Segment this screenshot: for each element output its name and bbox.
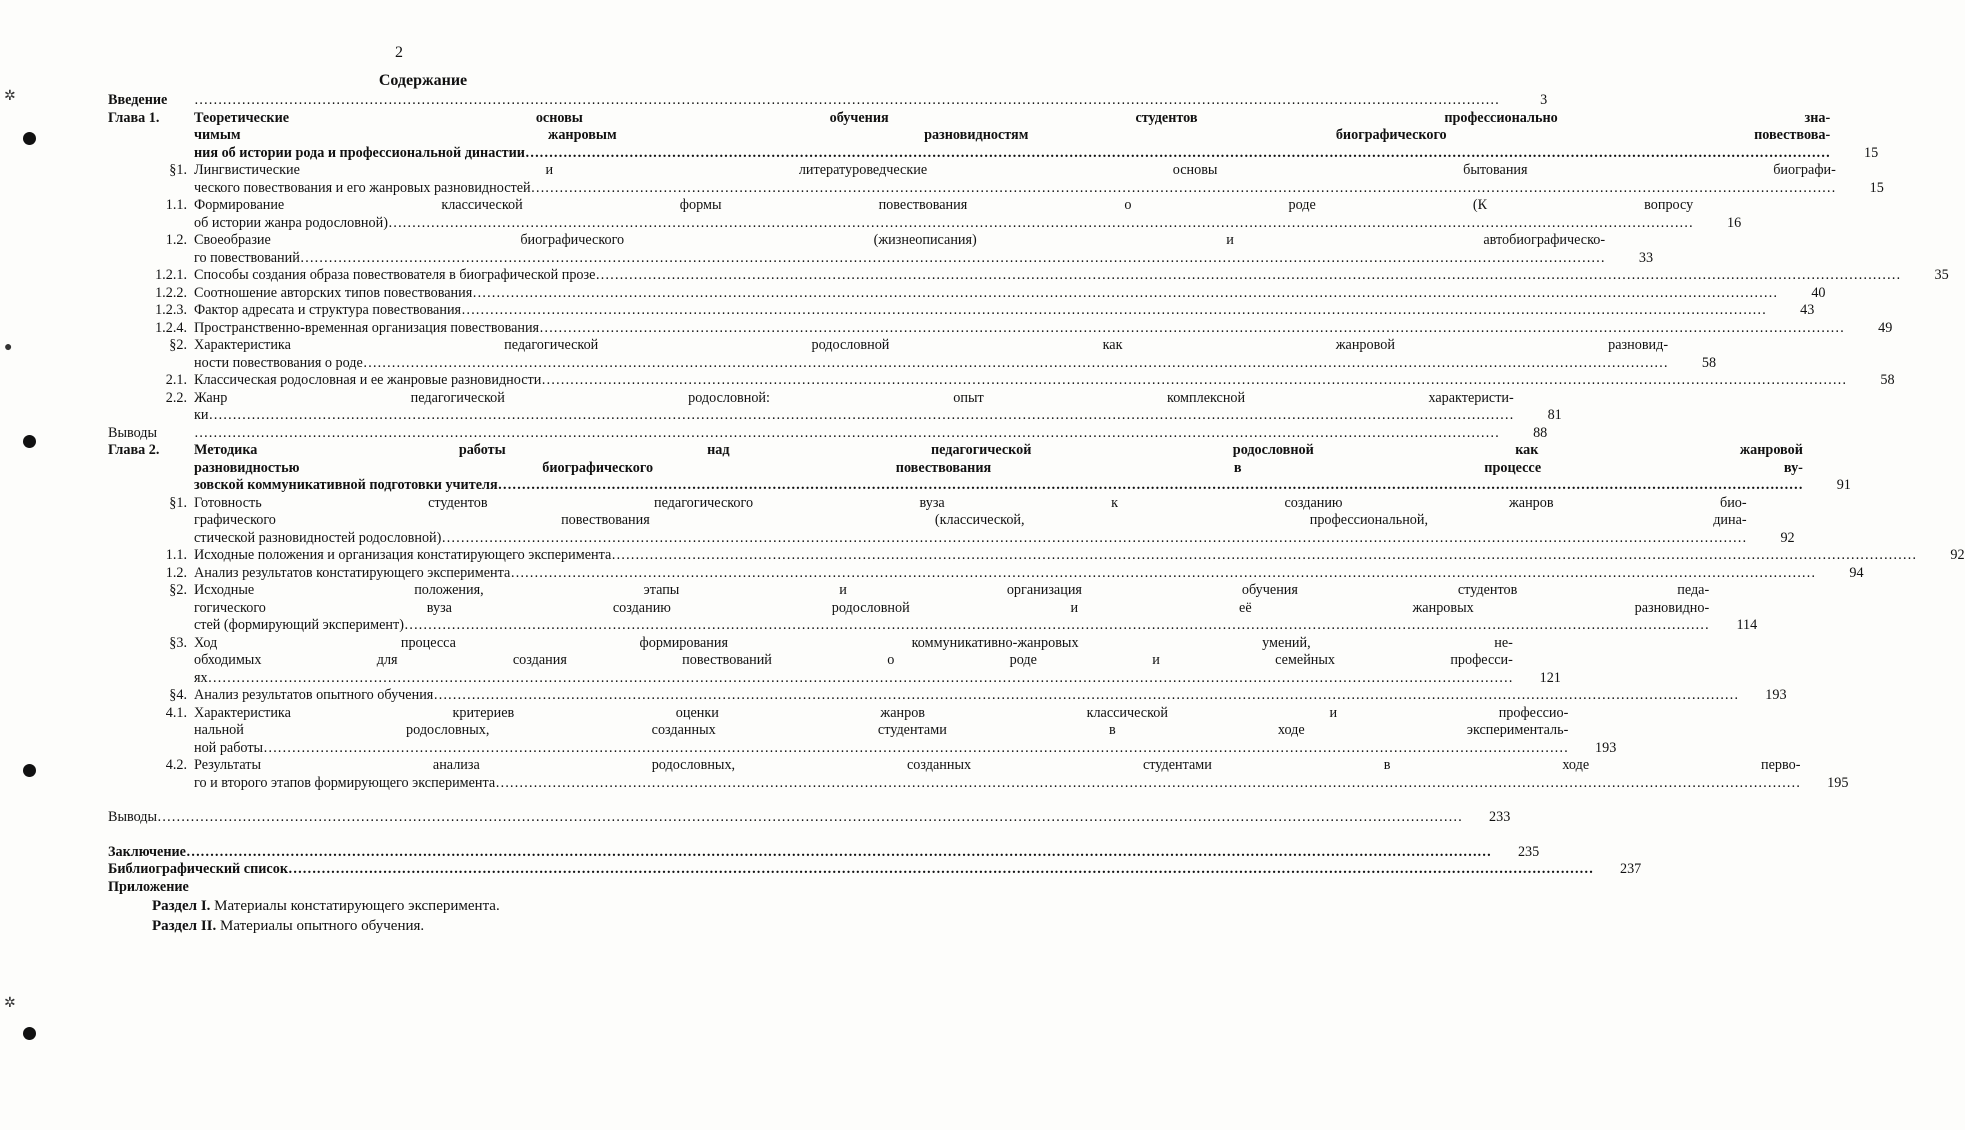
toc-entry	[108, 232, 1654, 267]
entry-text-last	[194, 302, 1766, 320]
page-ref: 92	[1780, 529, 1795, 546]
entry-text-line: Формирование классической формы повествования о роде (К вопросу	[194, 197, 1694, 213]
leader-dots: ……………………………………………………………………………………………………………………………………………………………………………………………………………………………………………………	[472, 284, 1778, 301]
page-ref: 92	[1950, 547, 1965, 563]
entry-text-line: Результаты анализа родословных, созданных студентами в ходе перво-	[194, 757, 1801, 773]
entry-label: §4.	[169, 687, 187, 703]
page-ref: 49	[1878, 319, 1893, 336]
page-ref: 15	[1864, 144, 1879, 161]
entry-text-last	[194, 670, 1513, 688]
entry-label: 4.2.	[165, 757, 187, 773]
leader-dots: ……………………………………………………………………………………………………………………………………………………………………………………………………………………………………………………	[524, 144, 1831, 161]
spacer	[108, 827, 748, 844]
entry-text-last	[194, 250, 1605, 268]
entry-text	[194, 110, 1830, 163]
entry-label: 2.1.	[165, 372, 187, 388]
entry-text	[194, 442, 1803, 495]
leader-dots: ……………………………………………………………………………………………………………………………………………………………………………………………………………………………………………………	[288, 861, 1594, 877]
entry-label: Введение	[108, 92, 168, 108]
toc-entry	[108, 442, 1851, 495]
toc-entry	[108, 284, 1826, 303]
entry-text-fragment: Пространственно-временная организация повествования	[194, 319, 540, 336]
scan-mark: ●	[4, 340, 13, 355]
leader-dots: ……………………………………………………………………………………………………………………………………………………………………………………………………………………………………………………	[433, 687, 1739, 703]
entry-text	[108, 861, 1593, 879]
entry-text-line: Характеристика критериев оценки жанров классической и профессио-	[194, 704, 1569, 721]
entry-text-last	[194, 530, 1747, 548]
entry-label: 1.2.	[165, 564, 187, 581]
toc-entry	[108, 634, 1561, 688]
appendix-section-head: Раздел I.	[152, 898, 211, 914]
entry-text	[194, 232, 1605, 267]
toc-entry	[108, 337, 1717, 372]
entry-text-line: нальной родословных, созданных студентами в ходе эксперименталь-	[194, 722, 1569, 738]
entry-text-line: Теоретические основы обучения студентов профессионально зна-	[194, 109, 1831, 126]
entry-text-last	[194, 267, 1901, 285]
entry-text-last	[194, 180, 1836, 198]
bibliography-label: Библиографический список	[108, 861, 288, 877]
toc-entry	[108, 547, 1965, 565]
entry-text	[194, 92, 1499, 110]
appendix-section-text: Материалы опытного обучения.	[216, 918, 425, 934]
entry-text	[194, 565, 1816, 583]
entry-text-fragment: зовской коммуникативной подготовки учителя	[194, 477, 498, 493]
conclusion-entry	[108, 843, 1540, 862]
scan-mark: ✲	[4, 996, 16, 1011]
entry-text	[108, 844, 1491, 862]
appendix-section	[108, 896, 748, 916]
entry-label: 4.1.	[165, 704, 187, 721]
toc-title: Содержание	[378, 72, 468, 89]
entry-text	[194, 757, 1800, 792]
entry-text-line: Характеристика педагогической родословной как жанровой разновид-	[194, 337, 1669, 353]
entry-text-line: Готовность студентов педагогического вуза к созданию жанров био-	[194, 494, 1747, 511]
entry-text-last	[194, 320, 1844, 338]
entry-text-fragment: Исходные положения и организация констатирующего эксперимента	[194, 547, 612, 563]
entry-text-fragment: стической разновидностей родословной)	[194, 529, 442, 546]
entry-text	[194, 337, 1668, 372]
toc-entry	[108, 197, 1742, 232]
entry-label: 1.2.	[165, 232, 187, 248]
entry-text	[194, 390, 1514, 425]
entry-text-fragment: ческого повествования и его жанровых разновидностей	[194, 179, 531, 196]
entry-text-fragment: об истории жанра родословной)	[194, 214, 388, 231]
conclusions-entry	[108, 809, 1511, 827]
page-ref: 237	[1619, 861, 1642, 877]
conclusion-label: Заключение	[108, 843, 186, 860]
toc-entry	[108, 704, 1617, 758]
entry-text-fragment: ния об истории рода и профессиональной династии	[194, 144, 525, 161]
leader-dots: ……………………………………………………………………………………………………………………………………………………………………………………………………………………………………………………	[299, 249, 1606, 266]
leader-dots: ……………………………………………………………………………………………………………………………………………………………………………………………………………………………………………………	[595, 267, 1901, 283]
conclusions-label: Выводы	[108, 809, 158, 825]
leader-dots: ……………………………………………………………………………………………………………………………………………………………………………………………………………………………………………………	[541, 372, 1847, 388]
bibliography-entry	[108, 861, 1642, 879]
leader-dots: ……………………………………………………………………………………………………………………………………………………………………………………………………………………………………………………	[194, 92, 1500, 108]
entry-text-last	[194, 145, 1830, 163]
page-ref: 43	[1800, 302, 1815, 318]
entry-text	[194, 495, 1747, 548]
page-ref: 33	[1638, 249, 1654, 266]
entry-text-fragment: ки	[194, 407, 209, 423]
entry-text-line: Жанр педагогической родословной: опыт комплексной характеристи-	[194, 389, 1514, 406]
entry-text-last	[194, 565, 1816, 583]
leader-dots: ……………………………………………………………………………………………………………………………………………………………………………………………………………………………………………………	[495, 774, 1801, 791]
leader-dots: ……………………………………………………………………………………………………………………………………………………………………………………………………………………………………………………	[194, 424, 1500, 441]
entry-label: §1.	[169, 162, 187, 178]
page-ref: 193	[1765, 687, 1787, 703]
leader-dots: ……………………………………………………………………………………………………………………………………………………………………………………………………………………………………………………	[362, 354, 1669, 371]
leader-dots: ……………………………………………………………………………………………………………………………………………………………………………………………………………………………………………………	[539, 319, 1845, 336]
binder-hole	[23, 764, 36, 777]
page-ref: 235	[1517, 843, 1540, 860]
entry-text-line: чимым жанровым разновидностям биографического повествова-	[194, 127, 1831, 143]
page-ref: 40	[1811, 284, 1826, 301]
entry-text	[108, 809, 1462, 827]
page-ref: 195	[1827, 774, 1849, 791]
entry-label: 1.2.4.	[155, 319, 187, 336]
toc-entry	[108, 302, 1815, 320]
toc-entry	[108, 92, 1548, 110]
leader-dots: ……………………………………………………………………………………………………………………………………………………………………………………………………………………………………………………	[185, 843, 1492, 860]
scan-mark: ✲	[4, 89, 16, 104]
entry-text-fragment: ности повествования о роде	[194, 354, 363, 371]
entry-text-line: Своеобразие биографического (жизнеописания) и автобиографическо-	[194, 232, 1606, 248]
appendix-section-text: Материалы констатирующего эксперимента.	[210, 898, 500, 914]
entry-text	[194, 372, 1847, 390]
leader-dots: ……………………………………………………………………………………………………………………………………………………………………………………………………………………………………………………	[497, 477, 1803, 493]
entry-text	[194, 285, 1778, 303]
entry-text-line: обходимых для создания повествований о роде и семейных професси-	[194, 652, 1513, 668]
entry-label: 1.2.2.	[155, 284, 187, 301]
leader-dots: ……………………………………………………………………………………………………………………………………………………………………………………………………………………………………………………	[611, 547, 1917, 563]
page-ref: 193	[1595, 739, 1617, 756]
leader-dots: ……………………………………………………………………………………………………………………………………………………………………………………………………………………………………………………	[510, 564, 1816, 581]
entry-text	[194, 162, 1836, 197]
entry-text-fragment: Соотношение авторских типов повествования	[194, 284, 473, 301]
leader-dots: ……………………………………………………………………………………………………………………………………………………………………………………………………………………………………………………	[530, 179, 1836, 196]
page-ref: 58	[1701, 354, 1717, 371]
toc-entry	[108, 389, 1562, 425]
leader-dots: ……………………………………………………………………………………………………………………………………………………………………………………………………………………………………………………	[263, 739, 1569, 756]
entry-label: §1.	[169, 494, 187, 511]
appendix-section	[108, 916, 748, 936]
page-ref: 35	[1934, 267, 1949, 283]
entry-text	[194, 197, 1693, 232]
entry-text-last	[194, 617, 1709, 635]
table-of-contents	[108, 92, 1965, 936]
entry-label: §2.	[169, 582, 187, 598]
entry-label: 2.2.	[165, 389, 187, 406]
page-ref: 81	[1547, 407, 1562, 423]
entry-text-line: гогического вуза созданию родословной и её жанровых разновидно-	[194, 599, 1710, 616]
toc-entry	[108, 267, 1949, 285]
leader-dots: ……………………………………………………………………………………………………………………………………………………………………………………………………………………………………………………	[157, 809, 1463, 825]
entry-text-last	[194, 477, 1803, 495]
page-number: 2	[395, 44, 403, 61]
entry-text-last	[194, 92, 1499, 110]
entry-text-last	[194, 425, 1499, 443]
entry-label: Выводы	[108, 424, 158, 441]
entry-text-line: Ход процесса формирования коммуникативно-жанровых умений, не-	[194, 634, 1513, 651]
toc-entry	[108, 494, 1795, 548]
entry-text-fragment: го и второго этапов формирующего эксперимента	[194, 774, 496, 791]
entry-text	[194, 320, 1844, 338]
binder-hole	[23, 132, 36, 145]
entry-text-line: разновидностью биографического повествования в процессе ву-	[194, 459, 1803, 476]
entry-label: 1.2.3.	[155, 302, 187, 318]
leader-dots: ……………………………………………………………………………………………………………………………………………………………………………………………………………………………………………………	[461, 302, 1767, 318]
leader-dots: ……………………………………………………………………………………………………………………………………………………………………………………………………………………………………………………	[403, 617, 1710, 633]
entry-text-last	[194, 687, 1739, 705]
toc-entry	[108, 109, 1879, 163]
entry-text-line: Исходные положения, этапы и организация обучения студентов педа-	[194, 582, 1710, 598]
toc-entry	[108, 582, 1758, 635]
entry-label: §2.	[169, 337, 187, 353]
leader-dots: ……………………………………………………………………………………………………………………………………………………………………………………………………………………………………………………	[208, 407, 1514, 423]
entry-text-last	[194, 775, 1800, 793]
leader-dots: ……………………………………………………………………………………………………………………………………………………………………………………………………………………………………………………	[207, 669, 1513, 686]
entry-text	[194, 582, 1709, 635]
entry-label: Глава 2.	[108, 442, 160, 458]
leader-dots: ……………………………………………………………………………………………………………………………………………………………………………………………………………………………………………………	[441, 529, 1747, 546]
page-ref: 88	[1533, 424, 1548, 441]
entry-text	[194, 687, 1739, 705]
page-ref: 94	[1849, 564, 1864, 581]
entry-text-last	[108, 844, 1491, 862]
entry-text-last	[194, 355, 1668, 373]
entry-text	[194, 302, 1766, 320]
entry-text-last	[108, 861, 1593, 879]
page-ref: 58	[1880, 372, 1895, 388]
toc-entry	[108, 372, 1895, 390]
entry-text	[194, 547, 1917, 565]
entry-text-fragment: ной работы	[194, 739, 264, 756]
binder-hole	[23, 435, 36, 448]
entry-label: Глава 1.	[108, 109, 160, 126]
entry-text	[194, 635, 1513, 688]
entry-text-line: Лингвистические и литературоведческие основы бытования биографи-	[194, 162, 1836, 178]
entry-text-line: графического повествования (классической, профессиональной, дина-	[194, 512, 1747, 528]
toc-entry	[108, 162, 1884, 197]
entry-text-fragment: Классическая родословная и ее жанровые разновидности	[194, 372, 542, 388]
entry-text-last	[194, 285, 1778, 303]
entry-text-line: Методика работы над педагогической родословной как жанровой	[194, 442, 1803, 458]
entry-text-last	[194, 372, 1847, 390]
entry-label: 1.1.	[165, 547, 187, 563]
toc-entry	[108, 319, 1893, 338]
entry-text-last	[194, 215, 1693, 233]
entry-label: 1.2.1.	[155, 267, 187, 283]
entry-text-fragment: Анализ результатов констатирующего эксперимента	[194, 564, 511, 581]
binder-hole	[23, 1027, 36, 1040]
entry-text	[194, 425, 1499, 443]
page-ref: 16	[1727, 214, 1742, 231]
appendix-label: Приложение	[108, 878, 189, 895]
leader-dots: ……………………………………………………………………………………………………………………………………………………………………………………………………………………………………………………	[387, 214, 1694, 231]
page-ref: 15	[1869, 179, 1884, 196]
entry-text-last	[194, 740, 1568, 758]
toc-entry	[108, 424, 1548, 443]
entry-text-fragment: Анализ результатов опытного обучения	[194, 687, 434, 703]
entry-text	[194, 705, 1568, 758]
entry-text-last	[194, 407, 1514, 425]
entry-text-fragment: Фактор адресата и структура повествования	[194, 302, 462, 318]
entry-label: §3.	[169, 634, 187, 651]
entry-text	[194, 267, 1901, 285]
entry-text-last	[108, 809, 1462, 827]
entry-text-fragment: стей (формирующий эксперимент)	[194, 617, 404, 633]
page-ref: 233	[1489, 809, 1511, 825]
toc-entry	[108, 687, 1787, 705]
toc-entry	[108, 757, 1849, 792]
entry-text-last	[194, 547, 1917, 565]
spacer	[108, 792, 748, 809]
page-ref: 114	[1736, 617, 1758, 633]
appendix-section-head: Раздел II.	[152, 918, 217, 934]
page-ref: 91	[1836, 477, 1851, 493]
page-ref: 3	[1540, 92, 1548, 108]
page-ref: 121	[1539, 669, 1561, 686]
entry-text-fragment: ях	[194, 669, 208, 686]
entry-text-fragment: го повествований	[194, 249, 300, 266]
toc-entry	[108, 564, 1864, 583]
entry-text-fragment: Способы создания образа повествователя в биографической прозе	[194, 267, 596, 283]
entry-label: 1.1.	[165, 197, 187, 213]
